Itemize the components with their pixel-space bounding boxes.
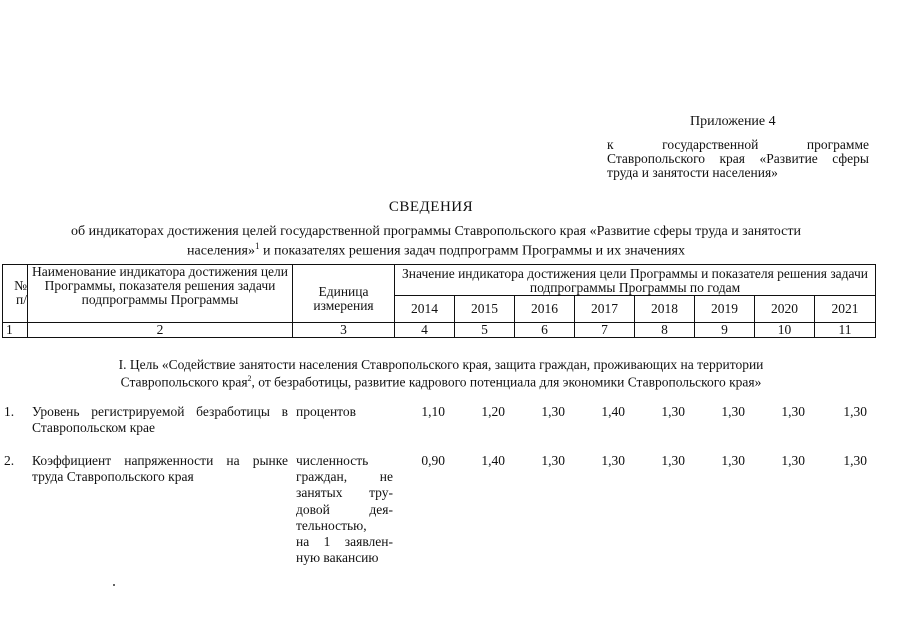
- year-value: 1,40: [481, 453, 505, 468]
- year-cell: 2019: [695, 296, 755, 323]
- section-goal-title: [20, 358, 862, 390]
- subtitle-line-2-start: населения»: [187, 243, 255, 259]
- year-cell: 2021: [815, 296, 876, 323]
- year-cell: 2016: [515, 296, 575, 323]
- year-value: 1,30: [721, 453, 745, 468]
- year-value: 1,30: [661, 453, 685, 468]
- section-line-2-start: Ставропольского края: [120, 374, 248, 390]
- header-indicator-name: Наименование индикатора достижения цели Программы, показателя решения задачи подпрограммы Программы: [28, 265, 293, 323]
- year-cell: 2017: [575, 296, 635, 323]
- column-number: 4: [395, 323, 455, 338]
- column-number: 6: [515, 323, 575, 338]
- year-cell: 2015: [455, 296, 515, 323]
- column-number: 2: [28, 323, 293, 338]
- unit-line: занятых тру-: [296, 485, 393, 501]
- indicator-name: Уровень регистрируемой безработицы в Ставропольском крае: [32, 404, 288, 435]
- appendix-title: Приложение 4: [690, 114, 776, 129]
- subtitle-footnote-mark: 1: [254, 241, 260, 251]
- column-number: 7: [575, 323, 635, 338]
- section-footnote-mark: 2: [247, 374, 252, 383]
- scan-speck: [113, 584, 115, 586]
- subtitle-line-1: об индикаторах достижения целей государственной программы Ставропольского края «Развитие сферы труда и занятости: [71, 224, 801, 239]
- subtitle-line-2: [10, 239, 862, 259]
- year-value: 1,10: [421, 404, 445, 419]
- unit-line: ную вакансию: [296, 550, 379, 566]
- document-title: СВЕДЕНИЯ: [388, 199, 474, 215]
- column-number: 1: [3, 323, 28, 338]
- year-value: 1,20: [481, 404, 505, 419]
- unit-line: численность: [296, 453, 369, 468]
- unit-line: тельностью,: [296, 517, 367, 533]
- indicator-name: Коэффициент напряженности на рынке труда Ставропольского края: [32, 453, 288, 484]
- header-unit: Единица измерения: [293, 265, 395, 323]
- year-value: 1,30: [781, 453, 805, 468]
- column-number: 9: [695, 323, 755, 338]
- column-number: 5: [455, 323, 515, 338]
- column-numbers-row: [3, 323, 876, 338]
- row-number: 1.: [4, 404, 15, 419]
- year-cell: 2014: [395, 296, 455, 323]
- section-line-1: I. Цель «Содействие занятости населения Ставропольского края, защита граждан, проживающих на территории: [118, 357, 764, 372]
- year-value: 1,30: [781, 404, 805, 419]
- appendix-description: к государственной программе Ставропольского края «Развитие сферы труда и занятости населения»: [607, 137, 869, 180]
- year-value: 1,30: [541, 453, 565, 468]
- year-value: 1,30: [601, 453, 625, 468]
- section-line-2-end: , от безработицы, развитие кадрового потенциала для экономики Ставропольского края»: [251, 374, 762, 390]
- year-value: 1,40: [601, 404, 625, 419]
- year-value: 1,30: [843, 453, 867, 468]
- subtitle-line-2-end: и показателях решения задач подпрограмм Программы и их значениях: [259, 243, 685, 259]
- column-number: 10: [755, 323, 815, 338]
- unit-line: граждан, не: [296, 469, 393, 485]
- header-number-cell: [3, 265, 28, 323]
- unit-line: довой дея-: [296, 501, 393, 517]
- year-value: 1,30: [541, 404, 565, 419]
- document-subtitle: [10, 225, 862, 259]
- section-line-2: [20, 372, 862, 390]
- header-values-by-year: Значение индикатора достижения цели Программы и показателя решения задачи подпрограммы Программы по годам: [395, 265, 876, 296]
- unit-line: на 1 заявлен-: [296, 534, 393, 550]
- row-number: 2.: [4, 453, 15, 468]
- indicator-unit: [296, 453, 393, 566]
- indicator-table-header: [2, 264, 876, 338]
- header-number-suffix: /п: [16, 293, 27, 307]
- year-value: 1,30: [843, 404, 867, 419]
- year-value: 1,30: [721, 404, 745, 419]
- header-number-sign: №: [14, 279, 27, 293]
- year-value: 0,90: [421, 453, 445, 468]
- indicator-unit: процентов: [296, 404, 357, 419]
- column-number: 3: [293, 323, 395, 338]
- column-number: 8: [635, 323, 695, 338]
- year-value: 1,30: [661, 404, 685, 419]
- year-cell: 2018: [635, 296, 695, 323]
- column-number: 11: [815, 323, 876, 338]
- year-cell: 2020: [755, 296, 815, 323]
